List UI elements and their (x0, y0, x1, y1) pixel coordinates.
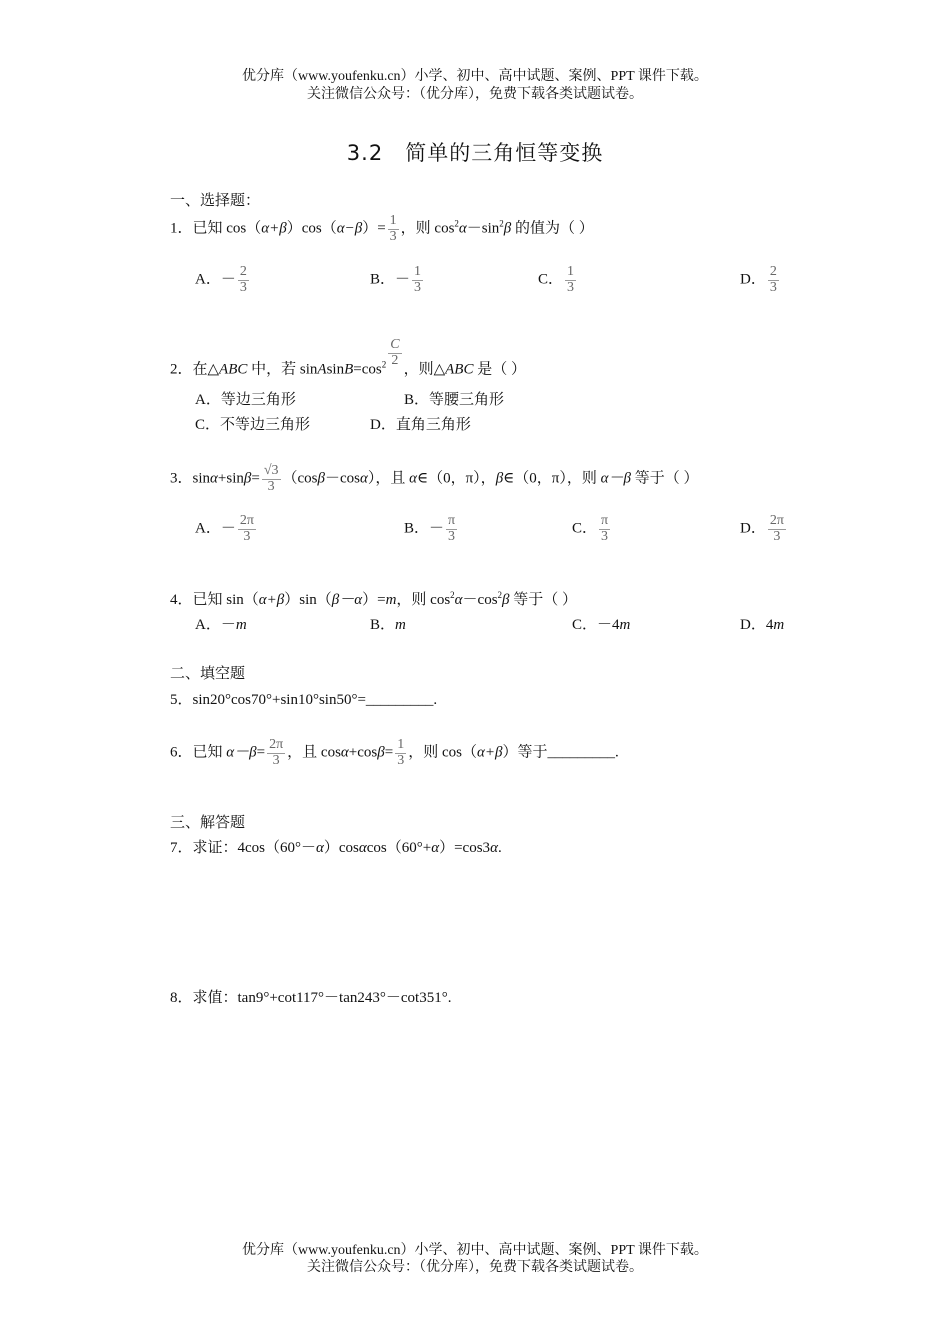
question-5: 5．sin20°cos70°+sin10°sin50°=_________. (170, 692, 438, 708)
footer-line-2: 关注微信公众号：（优分库），免费下载各类试题试卷。 (307, 1260, 643, 1275)
q2-option-b: B．等腰三角形 (404, 392, 505, 408)
question-3: 3．sinα+sinβ= $\frac{√3}{3}$ （cosβ－cosα），且 α∈（0，π），β∈（0，π），则 α－β 等于（ ） (170, 463, 699, 494)
q1-option-c: C． $\frac{1}{3}$ (538, 264, 575, 295)
page-title: 3.2 简单的三角恒等变换 (346, 141, 604, 165)
q4-option-d: D．4m (740, 617, 785, 633)
section-fill-heading: 二、填空题 (170, 666, 246, 682)
q2-option-a: A．等边三角形 (195, 392, 296, 408)
question-8: 8．求值：tan9°+cot117°－tan243°－cot351°. (170, 990, 452, 1006)
q4-option-a: A．－m (195, 617, 247, 633)
fraction: $\frac{1}{3}$ (389, 213, 397, 244)
q1-option-a: A．－ $\frac{2}{3}$ (195, 264, 247, 295)
q1-option-b: B．－ $\frac{1}{3}$ (370, 264, 422, 295)
question-1: 1．已知 cos（α+β）cos（α−β）= $\frac{1}{3}$ ，则 $\cos^2\alpha-\sin^2\beta$ 的值为（ ） (170, 213, 594, 244)
section-answer-heading: 三、解答题 (170, 815, 246, 831)
q2-option-c: C．不等边三角形 (195, 417, 311, 433)
question-6: 6．已知 α－β= $\frac{2\pi}{3}$ ，且 cosα+cosβ= $\frac{1}{3}$ ，则 cos（α+β）等于_________. (170, 737, 619, 768)
q3-option-b: B．－ $\frac{\pi}{3}$ (404, 513, 456, 544)
question-4: 4．已知 sin（α+β）sin（β－α）=m，则 $\cos^2\alpha-\cos^2\beta$ 等于（ ） (170, 590, 578, 608)
q4-option-b: B．m (370, 617, 406, 633)
footer-line-1: 优分库（www.youfenku.cn）小学、初中、高中试题、案例、PPT 课件下载。 (242, 1243, 708, 1258)
section-choice-heading: 一、选择题： (170, 193, 261, 209)
q3-option-c: C． $\frac{\pi}{3}$ (572, 513, 609, 544)
header-line-2: 关注微信公众号：（优分库），免费下载各类试题试卷。 (307, 87, 643, 102)
q3-option-a: A．－ $\frac{2\pi}{3}$ (195, 513, 254, 544)
q2-option-d: D．直角三角形 (370, 417, 471, 433)
question-2: 2．在△ABC 中，若 $sinAsinB=\cos^2$ $\frac{C}{2}$ ，则△ABC 是（ ） (170, 337, 526, 378)
q4-option-c: C．－4m (572, 617, 631, 633)
header-line-1: 优分库（www.youfenku.cn）小学、初中、高中试题、案例、PPT 课件下载。 (242, 69, 708, 84)
question-7: 7．求证：4cos（60°－α）cosαcos（60°+α）=cos3α. (170, 840, 502, 856)
q1-option-d: D． $\frac{2}{3}$ (740, 264, 777, 295)
q3-option-d: D． $\frac{2\pi}{3}$ (740, 513, 784, 544)
